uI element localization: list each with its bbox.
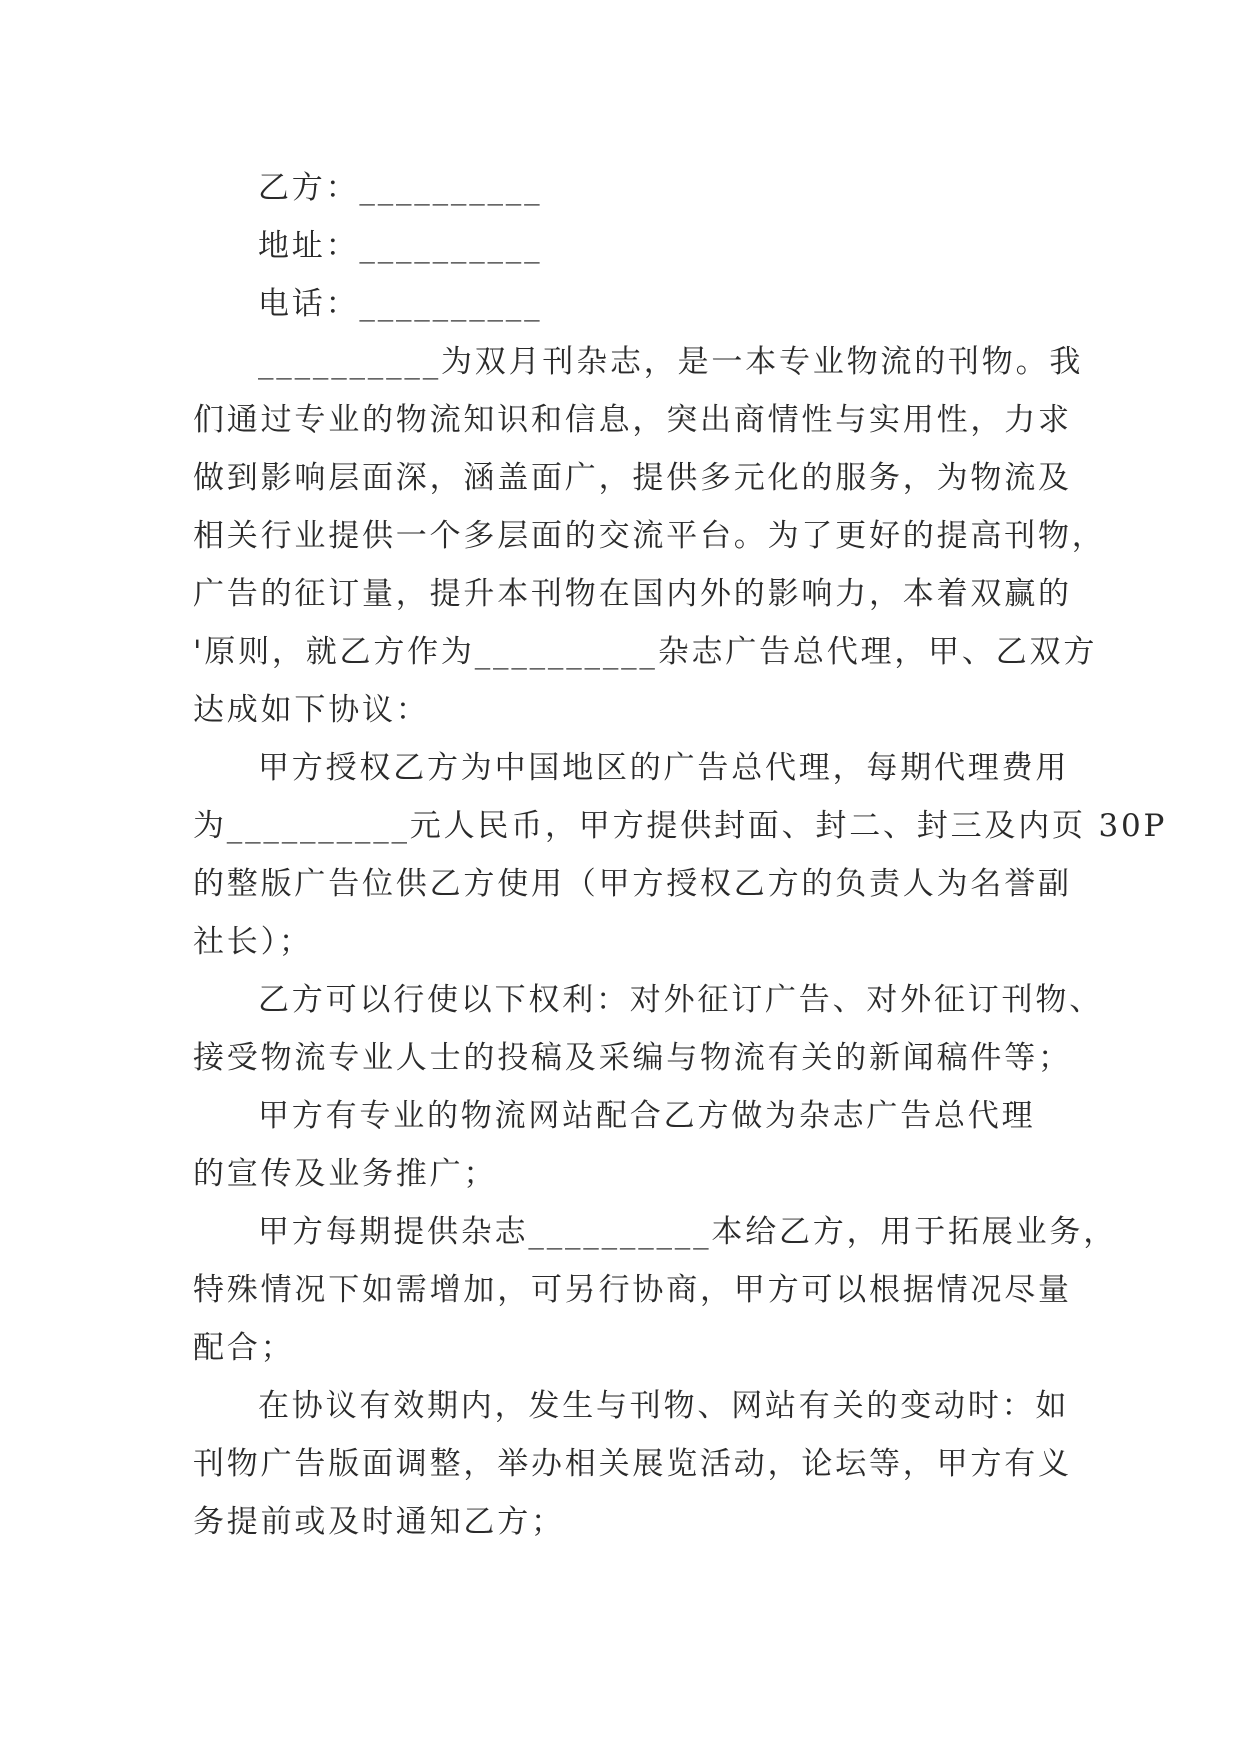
clause-authorization-line: 甲方授权乙方为中国地区的广告总代理，每期代理费用 <box>258 750 1070 786</box>
clause-notice-line: 刊物广告版面调整，举办相关展览活动，论坛等，甲方有义 <box>193 1446 1072 1482</box>
paragraph-intro-line: 做到影响层面深，涵盖面广，提供多元化的服务，为物流及 <box>193 460 1072 496</box>
clause-authorization-line: 社长）； <box>193 924 313 960</box>
paragraph-intro-line: 广告的征订量，提升本刊物在国内外的影响力，本着双赢的 <box>193 576 1072 612</box>
paragraph-intro-line: 相关行业提供一个多层面的交流平台。为了更好的提高刊物， <box>193 518 1106 554</box>
clause-notice-line: 务提前或及时通知乙方； <box>193 1504 565 1540</box>
clause-copies-line: 特殊情况下如需增加，可另行协商，甲方可以根据情况尽量 <box>193 1272 1072 1308</box>
clause-rights-line: 乙方可以行使以下权利：对外征订广告、对外征订刊物、 <box>258 982 1103 1018</box>
clause-notice-line: 在协议有效期内，发生与刊物、网站有关的变动时：如 <box>258 1388 1070 1424</box>
paragraph-intro-line: 们通过专业的物流知识和信息，突出商情性与实用性，力求 <box>193 402 1072 438</box>
clause-authorization-line: 的整版广告位供乙方使用（甲方授权乙方的负责人为名誉副 <box>193 866 1072 902</box>
phone-line: 电话：__________ <box>258 286 543 322</box>
clause-rights-line: 接受物流专业人士的投稿及采编与物流有关的新闻稿件等； <box>193 1040 1072 1076</box>
clause-website-line: 甲方有专业的物流网站配合乙方做为杂志广告总代理 <box>258 1098 1036 1134</box>
paragraph-intro-line: 达成如下协议： <box>193 692 430 728</box>
clause-authorization-line: 为__________元人民币，甲方提供封面、封二、封三及内页 30P <box>193 808 1168 844</box>
clause-copies-line: 配合； <box>193 1330 295 1366</box>
clause-copies-line: 甲方每期提供杂志__________本给乙方，用于拓展业务， <box>258 1214 1117 1250</box>
paragraph-intro-line: __________为双月刊杂志，是一本专业物流的刊物。我 <box>258 344 1084 380</box>
clause-website-line: 的宣传及业务推广； <box>193 1156 498 1192</box>
paragraph-intro-line: '原则，就乙方作为__________杂志广告总代理，甲、乙双方 <box>193 634 1098 670</box>
address-line: 地址：__________ <box>258 228 543 264</box>
party-b-line: 乙方：__________ <box>258 170 543 206</box>
